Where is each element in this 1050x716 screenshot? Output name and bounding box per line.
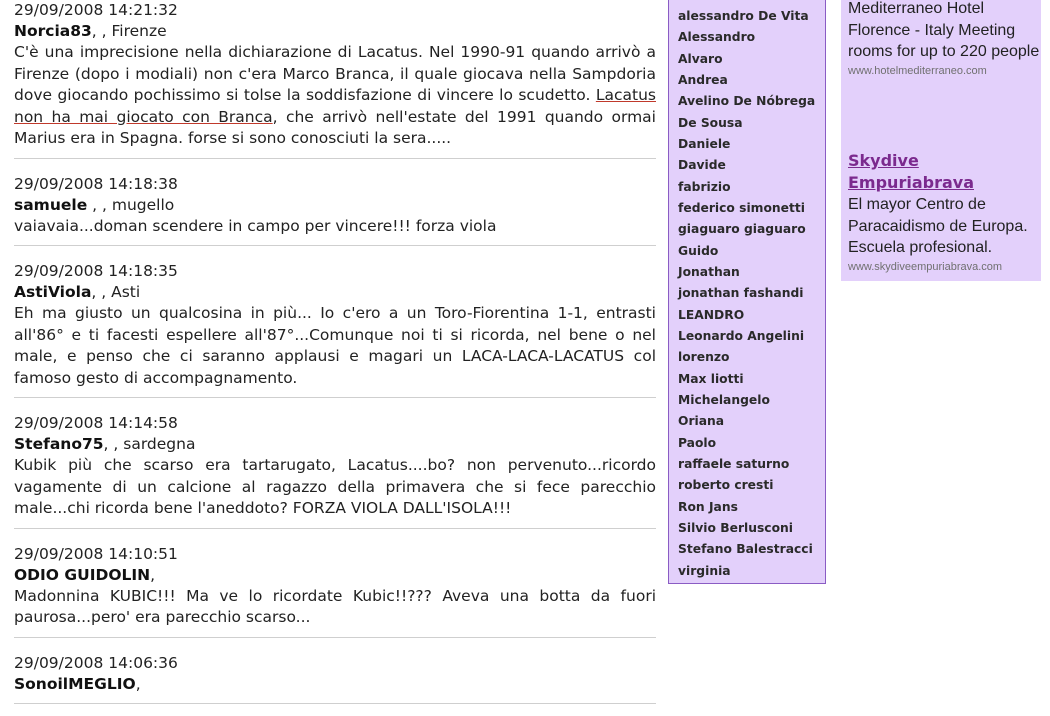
name-list-item[interactable]: Davide [678, 158, 726, 173]
comment-item [14, 650, 656, 704]
comment-item [14, 258, 656, 398]
comment-text: Eh ma giusto un qualcosina in più... Io c'ero a un Toro-Fiorentina 1-1, entrasti all'86° e ti facesti espellere all'87°...Comunque noi ti si ricorda, nel bene o nel male, e penso che ci saranno applausi e magari un LACA-LACA-LACATUS col famoso gesto di accompagnamento. [14, 304, 656, 387]
name-list-item[interactable]: giaguaro giaguaro [678, 222, 806, 237]
name-list-item[interactable]: jonathan fashandi [678, 286, 804, 301]
comment-separator: , [135, 674, 141, 693]
comment-location: , mugello [102, 195, 175, 214]
comment-body [14, 586, 656, 629]
comment-location: , sardegna [113, 435, 196, 453]
name-list-item[interactable]: Guido [678, 243, 719, 258]
comment-item [14, 0, 656, 159]
comment-body [14, 42, 656, 150]
comment-item [14, 410, 656, 529]
name-list-item[interactable]: federico simonetti [678, 200, 805, 215]
name-list-item[interactable]: alessandro De Vita [678, 9, 809, 23]
comment-date: 29/09/2008 14:18:35 [14, 262, 178, 280]
comment-separator: , [87, 195, 102, 214]
ads-panel [841, 0, 1041, 281]
name-list-item[interactable]: Ron Jans [678, 499, 738, 514]
comment-body [14, 216, 656, 238]
comment-date: 29/09/2008 14:06:36 [14, 653, 178, 672]
comment-header [14, 434, 656, 455]
name-list-item[interactable]: Max liotti [678, 371, 744, 386]
comment-text: C'è una imprecisione nella dichiarazione di Lacatus. Nel 1990-91 quando arrivò a Firenze (dopo i modiali) non c'era Marco Branca, il quale giocava nella Sampdoria dove giocando pochissimo si tolse la soddisfazione di vincere lo scudetto. [14, 43, 656, 104]
comment-text: vaiavaia...doman scendere in campo per vincere!!! forza viola [14, 216, 497, 235]
comment-location: , Asti [101, 283, 141, 301]
comment-separator: , [91, 283, 102, 301]
ad-skydive-empuriabrava [848, 150, 1040, 275]
name-list-item[interactable]: Alvaro [678, 51, 723, 66]
comment-separator: , [103, 435, 114, 453]
name-list-item[interactable]: Oriana [678, 414, 725, 429]
comment-location: , Firenze [101, 22, 167, 40]
comment-author: ODIO GUIDOLIN [14, 565, 151, 584]
name-list-item[interactable]: Paolo [678, 435, 717, 450]
comment-separator: , [91, 22, 102, 40]
comment-date: 29/09/2008 14:21:32 [14, 1, 178, 19]
name-list-item[interactable]: LEANDRO [678, 307, 745, 322]
ad-text: El mayor Centro de Paracaidismo de Europa. Escuela profesional. [848, 196, 1028, 256]
comment-header [14, 674, 656, 695]
comment-header [14, 195, 656, 216]
comment-author: Norcia83 [14, 22, 92, 40]
comment-header [14, 282, 656, 303]
comment-text: Kubik più che scarso era tartarugato, Lacatus....bo? non pervenuto...ricordo vagamente di un calcione al ragazzo della primavera che si fece parecchio male...chi ricorda bene l'aneddoto? FORZA VIOLA DALL'ISOLA!!! [14, 456, 656, 517]
name-list-item[interactable]: lorenzo [678, 350, 730, 365]
comment-header [14, 565, 656, 586]
comment-header [14, 21, 656, 42]
name-list-item[interactable]: Andrea [678, 72, 728, 87]
name-list-item[interactable]: Michelangelo [678, 392, 770, 407]
ad-florence-meetings [848, 0, 1040, 79]
comment-body [14, 303, 656, 389]
name-list-item[interactable]: Jonathan [678, 264, 740, 279]
comment-date: 29/09/2008 14:18:38 [14, 174, 178, 193]
comment-item [14, 541, 656, 638]
comment-item [14, 171, 656, 247]
names-sidebar [668, 0, 826, 584]
comment-body [14, 455, 656, 520]
comment-separator: , [150, 565, 156, 584]
ad-text: Mediterraneo Hotel Florence - Italy Meeting rooms for up to 220 people [848, 0, 1040, 60]
name-list-item[interactable]: fabrizio [678, 179, 731, 194]
comment-text-highlighted: Lacatus non ha mai giocato con Branca [14, 86, 656, 126]
name-list-item[interactable]: raffaele saturno [678, 456, 790, 471]
comment-text: Madonnina KUBIC!!! Ma ve lo ricordate Kubic!!??? Aveva una botta da fuori paurosa...pero' era parecchio scarso... [14, 586, 656, 626]
comment-date: 29/09/2008 14:10:51 [14, 544, 178, 563]
comment-date: 29/09/2008 14:14:58 [14, 414, 178, 432]
name-list-item[interactable]: Avelino De Nóbrega [678, 94, 816, 109]
comment-text: , che arrivò nell'estate del 1991 quando ormai Marius era in Spagna. forse si sono conosciuti la sera..... [14, 107, 656, 147]
name-list-item[interactable]: De Sousa [678, 115, 743, 130]
ad-url[interactable]: www.hotelmediterraneo.com [848, 64, 987, 77]
name-list-item[interactable]: Stefano Balestracci [678, 542, 813, 557]
name-list-item[interactable]: Silvio Berlusconi [678, 520, 794, 535]
name-list-item[interactable]: Leonardo Angelini [678, 328, 805, 343]
comment-author: SonoilMEGLIO [14, 674, 136, 693]
name-list-item[interactable]: roberto cresti [678, 478, 774, 493]
ad-title-link[interactable]: Skydive Empuriabrava [848, 151, 974, 192]
comment-author: Stefano75 [14, 435, 104, 453]
name-list-item[interactable]: Alessandro [678, 30, 756, 45]
ad-url[interactable]: www.skydiveempuriabrava.com [848, 260, 1003, 273]
comment-author: samuele [14, 195, 88, 214]
name-list-item[interactable]: Daniele [678, 136, 731, 151]
comments-list [14, 0, 656, 716]
comment-author: AstiViola [14, 283, 92, 301]
name-list-item[interactable]: virginia [678, 563, 731, 578]
